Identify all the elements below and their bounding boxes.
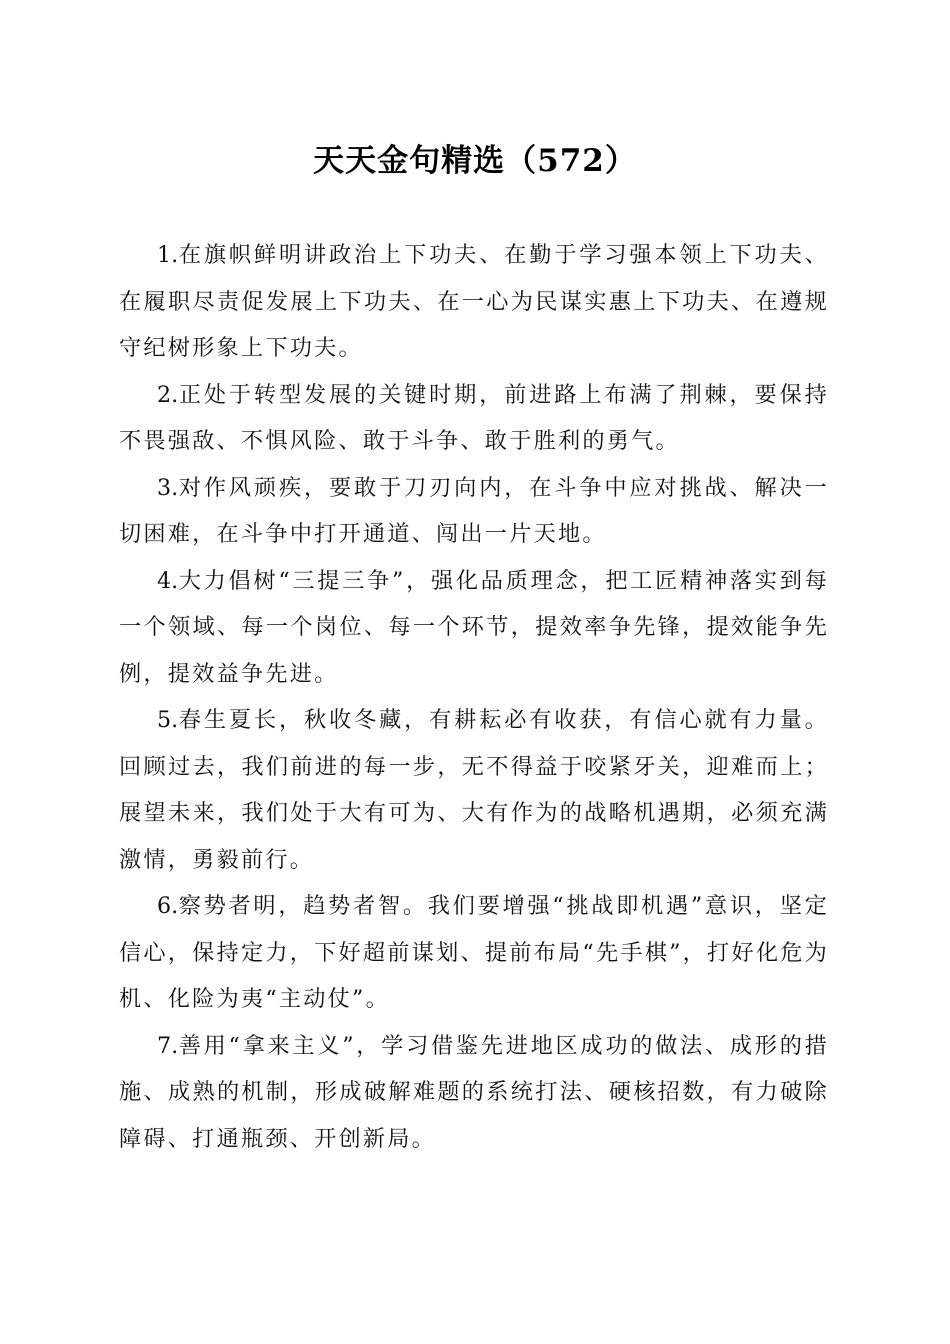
paragraph-1 (119, 232, 829, 372)
paragraph-3 (119, 465, 829, 558)
paragraph-text: 察势者明，趋势者智。我们要增强“挑战即机遇”意识，坚定信心，保持定力，下好超前谋划、提前布局“先手棋”，打好化危为机、化险为夷“主动仗”。 (119, 893, 829, 1012)
paragraph-text: 正处于转型发展的关键时期，前进路上布满了荆棘，要保持不畏强敌、不惧风险、敢于斗争、敢于胜利的勇气。 (119, 381, 829, 454)
paragraph-number: 1. (157, 242, 179, 268)
paragraph-6 (119, 883, 829, 1023)
paragraph-text: 善用“拿来主义”，学习借鉴先进地区成功的做法、成形的措施、成熟的机制，形成破解难题的系统打法、硬核招数，有力破除障碍、打通瓶颈、开创新局。 (119, 1032, 829, 1152)
paragraph-text: 对作风顽疾，要敢于刀刃向内，在斗争中应对挑战、解决一切困难，在斗争中打开通道、闯出一片天地。 (119, 474, 829, 547)
paragraph-number: 6. (157, 893, 179, 919)
paragraph-number: 3. (157, 474, 179, 501)
paragraph-number: 2. (157, 381, 179, 408)
paragraph-text: 大力倡树“三提三争”，强化品质理念，把工匠精神落实到每一个领域、每一个岗位、每一个环节，提效率争先锋，提效能争先例，提效益争先进。 (119, 567, 829, 687)
paragraph-number: 5. (157, 707, 179, 733)
paragraph-7 (119, 1023, 829, 1163)
paragraph-4 (119, 558, 829, 698)
paragraph-number: 7. (157, 1032, 179, 1059)
paragraph-number: 4. (157, 567, 179, 594)
paragraph-5 (119, 697, 829, 883)
document-body (119, 232, 829, 1162)
paragraph-text: 春生夏长，秋收冬藏，有耕耘必有收获，有信心就有力量。回顾过去，我们前进的每一步，无不得益于咬紧牙关，迎难而上；展望未来，我们处于大有可为、大有作为的战略机遇期，必须充满激情，勇毅前行。 (119, 707, 829, 873)
paragraph-text: 在旗帜鲜明讲政治上下功夫、在勤于学习强本领上下功夫、在履职尽责促发展上下功夫、在一心为民谋实惠上下功夫、在遵规守纪树形象上下功夫。 (119, 242, 829, 361)
paragraph-2 (119, 372, 829, 465)
document-title: 天天金句精选（572） (313, 143, 637, 179)
